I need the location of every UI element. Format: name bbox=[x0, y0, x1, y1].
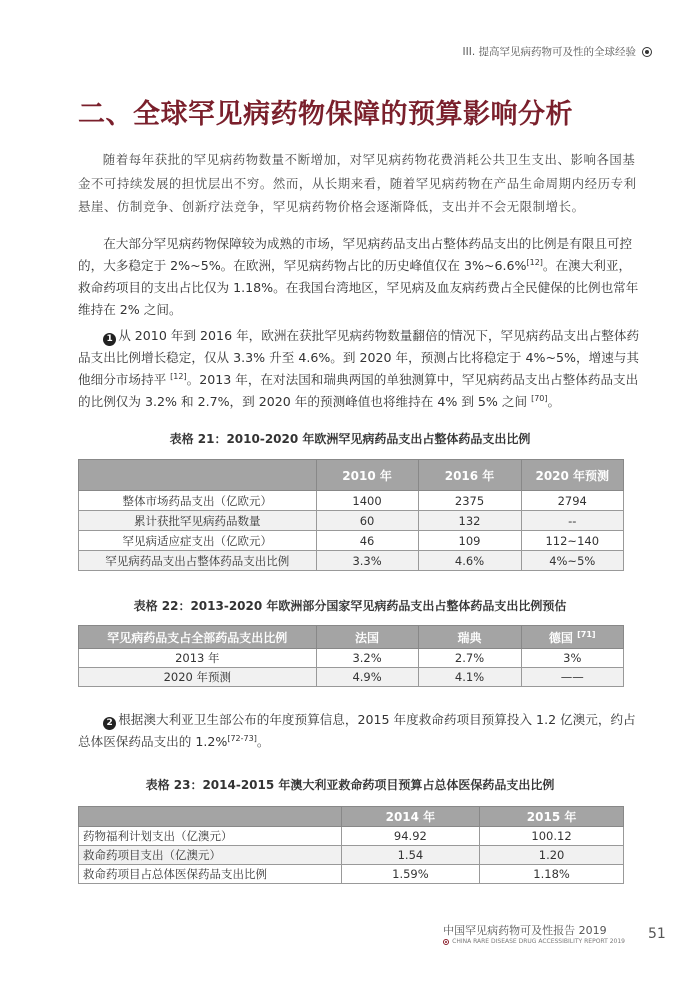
running-header bbox=[463, 44, 652, 59]
table-21-caption: 表格 21：2010-2020 年欧洲罕见病药品支出占整体药品支出比例 bbox=[169, 432, 531, 446]
target-icon bbox=[443, 939, 449, 945]
table-row: 救命药项目支出（亿澳元） 1.54 1.20 bbox=[79, 846, 624, 865]
page-number: 51 bbox=[648, 926, 666, 942]
table-row: 累计获批罕见病药品数量 60 132 -- bbox=[79, 511, 624, 531]
table-22-caption: 表格 22：2013-2020 年欧洲部分国家罕见病药品支出占整体药品支出比例预估 bbox=[133, 599, 567, 613]
table-row: 罕见病适应症支出（亿欧元） 46 109 112~140 bbox=[79, 531, 624, 551]
table-header-row: 罕见病药品支占全部药品支出比例 法国 瑞典 德国 [71] bbox=[79, 626, 624, 649]
citation: [12] bbox=[170, 371, 187, 381]
citation: [12] bbox=[526, 257, 543, 267]
paragraph-2: 1 从 2010 年到 2016 年，欧洲在获批罕见病药物数量翻倍的情况下，罕见病药品支出占整体药品支出比例增长稳定，仅从 3.3% 升至 4.6%。到 2020 年，预测占比将稳定于 4%~5%，增速与其他细分市场持平 [12]。2013 年，在对法国和瑞典两国的单独测算中，罕见病药品支出占整体药品支出的比例仅为 3.2% 和 2.7%，到 2020 年的预测峰值也将维持在 4% 到 5% 之间 [70]。 bbox=[78, 328, 640, 409]
table-23 bbox=[78, 806, 624, 884]
bullet-number: 2 bbox=[103, 717, 116, 730]
table-21 bbox=[78, 459, 624, 571]
table-header-row: 2014 年 2015 年 bbox=[79, 807, 624, 827]
section-label: III. 提高罕见病药物可及性的全球经验 bbox=[462, 46, 636, 58]
table-header-row: 2010 年 2016 年 2020 年预测 bbox=[79, 460, 624, 491]
target-icon bbox=[642, 47, 652, 57]
table-23-caption: 表格 23：2014-2015 年澳大利亚救命药项目预算占总体医保药品支出比例 bbox=[145, 778, 555, 792]
footer-title-cn: 中国罕见病药物可及性报告 2019 bbox=[443, 924, 607, 937]
table-row: 救命药项目占总体医保药品支出比例 1.59% 1.18% bbox=[79, 865, 624, 884]
paragraph-1: 在大部分罕见病药物保障较为成熟的市场，罕见病药品支出占整体药品支出的比例是有限且可控的，大多稳定于 2%~5%。在欧洲，罕见病药物占比的历史峰值仅在 3%~6.6%[12]。在澳大利亚，救命药项目的支出占比仅为 1.18%。在我国台湾地区，罕见病及血友病药费占全民健保的比例也常年维持在 2% 之间。 bbox=[78, 236, 639, 317]
intro-paragraph: 随着每年获批的罕见病药物数量不断增加，对罕见病药物花费消耗公共卫生支出、影响各国基金不可持续发展的担忧层出不穷。然而，从长期来看，随着罕见病药物在产品生命周期内经历专利悬崖、仿制竞争、创新疗法竞争，罕见病药物价格会逐渐降低，支出并不会无限制增长。 bbox=[78, 152, 637, 214]
table-row: 整体市场药品支出（亿欧元） 1400 2375 2794 bbox=[79, 491, 624, 511]
table-row: 罕见病药品支出占整体药品支出比例 3.3% 4.6% 4%~5% bbox=[79, 551, 624, 571]
citation: [70] bbox=[531, 393, 548, 403]
footer-title-en: CHINA RARE DISEASE DRUG ACCESSIBILITY REPORT 2019 bbox=[452, 938, 625, 945]
table-row: 2020 年预测 4.9% 4.1% —— bbox=[79, 668, 624, 687]
paragraph-3: 2 根据澳大利亚卫生部公布的年度预算信息，2015 年度救命药项目预算投入 1.2 亿澳元，约占总体医保药品支出的 1.2%[72-73]。 bbox=[78, 712, 636, 749]
citation: [71] bbox=[577, 629, 596, 639]
table-row: 2013 年 3.2% 2.7% 3% bbox=[79, 649, 624, 668]
bullet-number: 1 bbox=[103, 333, 116, 346]
page-title: 二、全球罕见病药物保障的预算影响分析 bbox=[78, 99, 573, 130]
citation: [72-73] bbox=[227, 733, 257, 743]
table-22 bbox=[78, 625, 624, 687]
table-row: 药物福利计划支出（亿澳元） 94.92 100.12 bbox=[79, 827, 624, 846]
footer bbox=[443, 922, 625, 945]
